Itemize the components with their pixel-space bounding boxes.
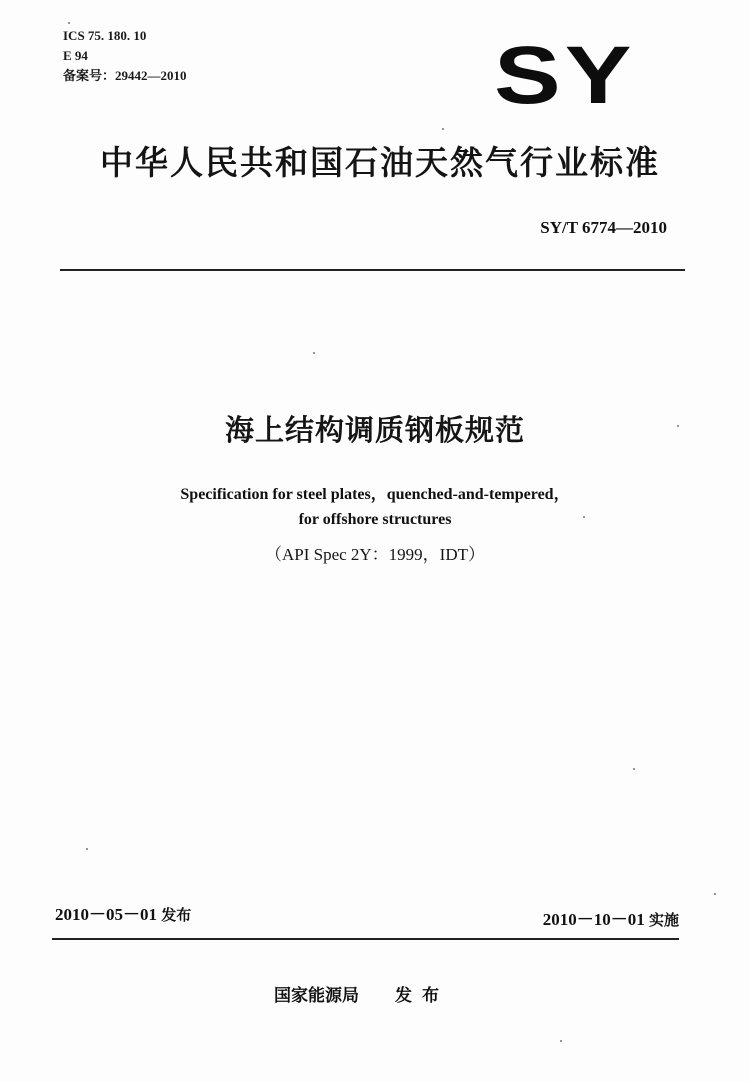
adoption-note: （API Spec 2Y：1999，IDT） <box>264 545 486 564</box>
issue-label: 发布 <box>161 906 192 924</box>
scan-speck <box>560 1040 562 1042</box>
organization-title: 中华人民共和国石油天然气行业标准 <box>100 143 660 182</box>
sy-logo-text: SY <box>494 28 636 121</box>
title-english-line-1: Specification for steel plates，quenched-and-tempered， <box>180 486 570 503</box>
ics-code: ICS 75. 180. 10 <box>63 28 147 43</box>
sy-logo <box>494 28 636 128</box>
scan-speck <box>442 128 444 130</box>
filing-number: 备案号：29442—2010 <box>63 68 187 83</box>
issuer-line <box>274 984 449 1008</box>
scan-speck <box>633 768 635 770</box>
title-chinese: 海上结构调质钢板规范 <box>224 413 525 447</box>
bottom-divider <box>52 938 679 940</box>
implementation-date: 2010－10－01 <box>542 910 645 929</box>
implementation-label: 实施 <box>648 911 679 929</box>
issue-date-block <box>55 903 191 927</box>
implementation-date-block <box>543 908 679 932</box>
ccs-code: E 94 <box>63 48 88 63</box>
scan-speck <box>313 352 315 354</box>
title-english-line-2: for offshore structures <box>298 511 452 528</box>
classification-codes <box>63 26 187 86</box>
issue-date: 2010－05－01 <box>55 905 157 924</box>
standard-number: SY/T 6774—2010 <box>540 218 667 237</box>
top-divider <box>60 269 685 271</box>
scan-speck <box>583 516 585 518</box>
issuer-action: 发布 <box>395 986 449 1006</box>
scan-speck <box>68 22 70 24</box>
scan-speck <box>677 425 679 427</box>
scan-speck <box>714 893 716 895</box>
issuer-name: 国家能源局 <box>274 986 359 1006</box>
title-english <box>0 482 750 532</box>
scan-speck <box>86 848 88 850</box>
